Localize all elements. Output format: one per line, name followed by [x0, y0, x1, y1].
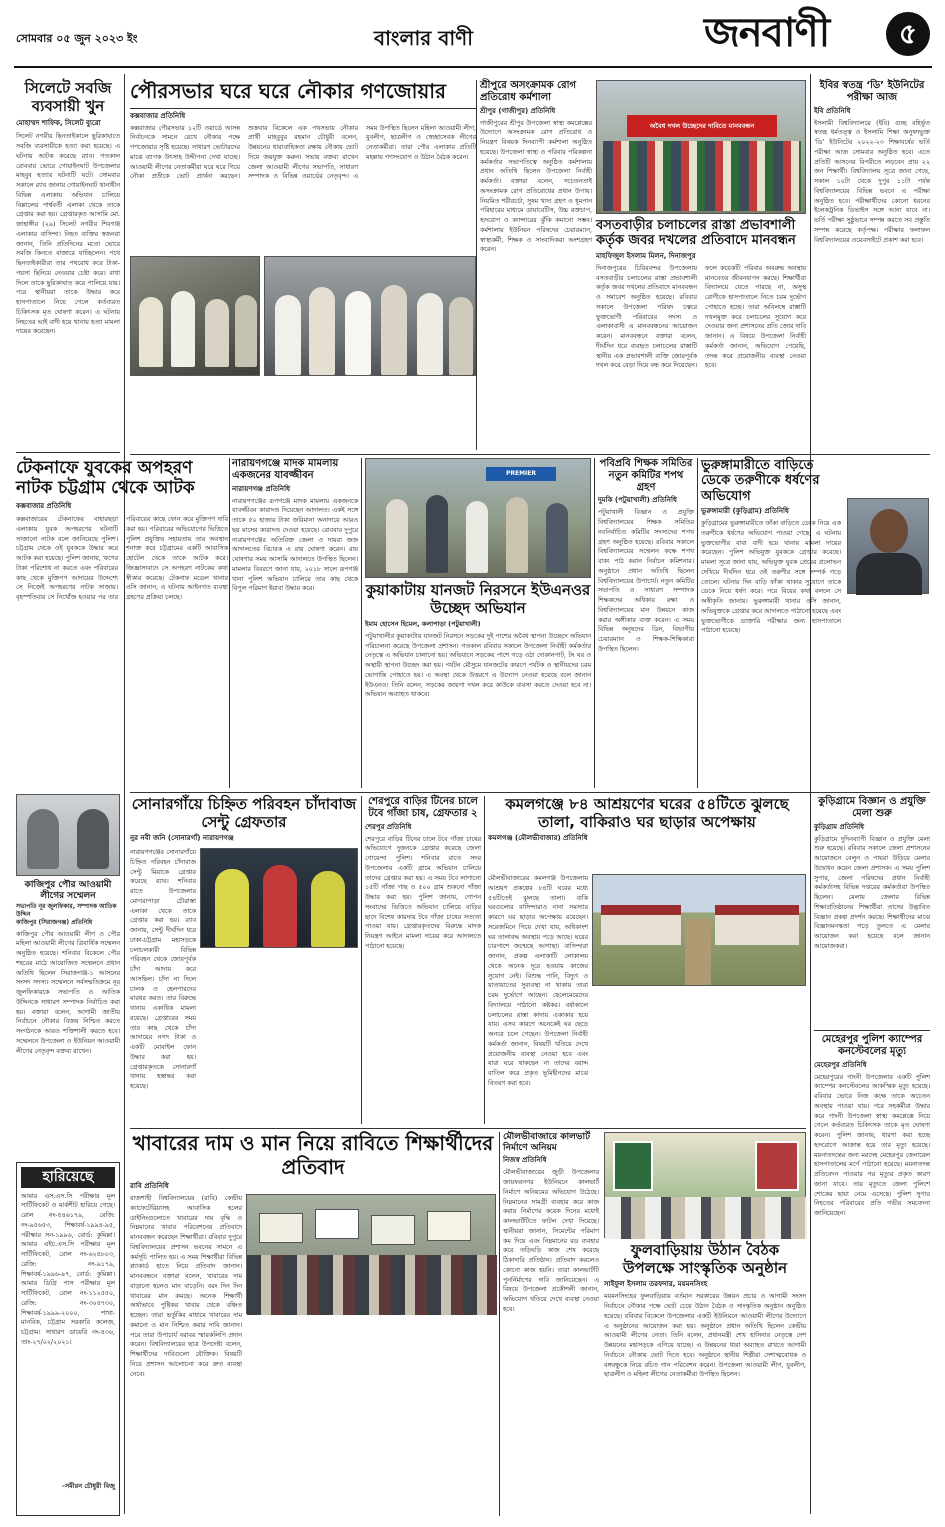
bus-sign-text: PREMIER	[505, 470, 537, 477]
byline: মাহফিজুল ইসলাম মিলন, দিনাজপুর	[596, 251, 696, 260]
shelter-houses-photo	[592, 874, 806, 986]
article-body: কুড়িগ্রামে দুদিনব্যাপী বিজ্ঞান ও প্রযুক্তি মেলা শুরু হয়েছে। রবিবার সকালে জেলা প্রশাসনের আয়োজনে বেলুন ও পায়রা উড়িয়ে মেলার উদ্বোধন করেন জেলা প্রশাসক। এ সময় পুলিশ সুপার, জেলা পরিষদের প্রধান নির্বাহী কর্মকর্তাসহ বিভিন্ন দপ্তরের কর্মকর্তারা উপস্থিত ছিলেন। মেলায় জেলার বিভিন্ন শিক্ষাপ্রতিষ্ঠানের শিক্ষার্থীরা তাদের উদ্ভাবিত বিজ্ঞান প্রকল্প প্রদর্শন করছে। শিক্ষার্থীদের মাঝে বিজ্ঞানমনস্কতা গড়ে তুলতে এ মেলার আয়োজন করা হয়েছে বলে জানান আয়োজকরা।	[814, 835, 930, 950]
lost-notice-title: হারিয়েছে	[21, 1167, 115, 1188]
eviction-photo	[365, 458, 591, 578]
lost-notice-body: আমার এস.এস.সি পরীক্ষার মূল সার্টিফিকেট ও মার্কশীট হারিয়ে গেছে। রোল নং-৫৪৬১৭৯, রেজি: নং-৯৫৬৫৩, শিক্ষাবর্ষ-১৯৯৪-৯৫, পরীক্ষার সন-১৯৯৬, বোর্ড: কুমিল্লা। আমার এইচ.এস.সি পরীক্ষার মূল সার্টিফিকেট, রোল নং-৬২৪৮০৩, রেজি: নং-৯১৭৯, শিক্ষাবর্ষ-১৯৯৬-৯৭, বোর্ড: কুমিল্লা। আমার ডিগ্রি পাস পরীক্ষার মূল সার্টিফিকেট, রোল নং-১১২৫৫০, রেজি: নং-৩০৫৭৩০, শিক্ষাবর্ষ-১৯৯৯-২০০০, শাখা-মানবিক, চট্টগ্রাম সরকারি কলেজ, চট্টগ্রাম। সাধারণ ডায়েরি নং-৪৩৬, তাং-২৭/০২/২০২১।	[21, 1192, 115, 1346]
headline: সিলেটে সবজি ব্যবসায়ী খুন	[24, 79, 112, 115]
accused-photo	[847, 498, 929, 594]
byline: মোহাম্মদ শাফিক, সিলেট ব্যুরো	[16, 119, 101, 128]
lost-notice-signature: -সমীরন চৌধুরী বিজু	[62, 1481, 115, 1490]
column-rule	[361, 458, 362, 788]
masthead-date: সোমবার ০৫ জুন ২০২৩ ইং	[16, 32, 138, 45]
article-body: ময়মনসিংহের ফুলবাড়িয়ায় বর্তমান সরকারের উন্নয়ন প্রচার ও আগামী সংসদ নির্বাচনে নৌকার পক্ষে ভোট চেয়ে উঠান বৈঠক ও সাংস্কৃতিক অনুষ্ঠান অনুষ্ঠিত হয়েছে। রবিবার বিকেলে উপজেলার একটি ইউনিয়নে আওয়ামী লীগের উদ্যোগে এ অনুষ্ঠানের আয়োজন করা হয়। অনুষ্ঠানে প্রধান অতিথি ছিলেন কেন্দ্রীয় আওয়ামী লীগের নেতা। তিনি বলেন, প্রধানমন্ত্রী শেখ হাসিনার নেতৃত্বে দেশ উন্নয়নের মহাসড়কে এগিয়ে যাচ্ছে। এ উন্নয়নের ধারা অব্যাহত রাখতে আগামী নির্বাচনে নৌকায় ভোট দিতে হবে। অনুষ্ঠানে স্থানীয় শিল্পীরা দেশাত্মবোধক ও বঙ্গবন্ধুকে নিয়ে রচিত গান পরিবেশন করেন। উপজেলা আওয়ামী লীগ, যুবলীগ, ছাত্রলীগ ও মহিলা লীগের নেতাকর্মীরা উপস্থিত ছিলেন।	[604, 1293, 806, 1379]
page-number-badge	[886, 12, 930, 56]
article-body: মৌলভীবাজারের কমলগঞ্জ উপজেলায় আশ্রয়ণ প্রকল্পের ৮৪টি ঘরের মধ্যে ৫৪টিতেই ঝুলছে তালা। বাকি ঘরগুলোর বাসিন্দারাও নানা সমস্যার কারণে ঘর ছাড়ার অপেক্ষায় রয়েছেন। সরেজমিনে গিয়ে দেখা যায়, অধিকাংশ ঘর তালাবদ্ধ অবস্থায় পড়ে আছে। ঘরের চারপাশে জন্মেছে আগাছা। বাসিন্দারা জানান, প্রকল্প এলাকাটি লোকালয় থেকে অনেক দূরে হওয়ায় কাজের সুযোগ নেই। বিশুদ্ধ পানি, বিদ্যুৎ ও যাতায়াতের সুব্যবস্থা না থাকায় তারা চরম দুর্ভোগে আছেন। ছেলেমেয়েদের বিদ্যালয়ে পাঠানো কষ্টকর। বর্ষাকালে চলাচলের রাস্তা কাদায় একাকার হয়ে যায়। এসব কারণে অনেকেই ঘর ছেড়ে অন্যত্র চলে গেছেন। উপজেলা নির্বাহী কর্মকর্তা জানান, বিষয়টি খতিয়ে দেখে প্রয়োজনীয় ব্যবস্থা নেওয়া হবে এবং যারা ঘরে থাকছেন না তাদের বরাদ্দ বাতিল করে প্রকৃত ভূমিহীনদের মাঝে বিতরণ করা হবে।	[488, 875, 588, 1087]
byline: নুর নবী জনি (সোনারগাঁ) নারায়ণগঞ্জ	[130, 834, 234, 843]
article-body: নারায়ণগঞ্জের রূপগঞ্জে মাদক মামলায় একজনকে যাবজ্জীবন কারাদণ্ড দিয়েছেন আদালত। একই সঙ্গে তাকে ৫০ হাজার টাকা জরিমানা অনাদায়ে আরও ছয় মাসের কারাদণ্ড দেওয়া হয়েছে। রোববার দুপুরে নারায়ণগঞ্জের অতিরিক্ত জেলা ও দায়রা জজ আদালতের বিচারক এ রায় ঘোষণা করেন। রায় ঘোষণার সময় আসামি আদালতে উপস্থিত ছিলেন। মামলার বিবরণে জানা যায়, ২০১৮ সালে রূপগঞ্জ থানা পুলিশ অভিযান চালিয়ে তার কাছ থেকে বিপুল পরিমাণ ইয়াবা উদ্ধার করে।	[232, 497, 358, 593]
article-iu	[814, 80, 930, 452]
column-rule	[499, 1132, 500, 1516]
byline: সভাপতি নূর জুলফিকার, সম্পাদক আতিক উদ্দিন	[16, 903, 117, 919]
section-rule	[16, 452, 120, 453]
article-body: কুড়িগ্রামের ভুরুঙ্গামারীতে ফাঁকা বাড়িতে ডেকে নিয়ে এক তরুণীকে ধর্ষণের অভিযোগ পাওয়া গেছে। এ ঘটনায় ভুক্তভোগীর বাবা বাদী হয়ে থানায় মামলা দায়ের করেছেন। পুলিশ অভিযুক্ত যুবককে গ্রেপ্তার করেছে। মামলা সূত্রে জানা যায়, অভিযুক্ত যুবক প্রেমের প্রলোভন দেখিয়ে দীর্ঘদিন ধরে ওই তরুণীর সঙ্গে সম্পর্ক গড়ে তোলে। ঘটনার দিন বাড়ি ফাঁকা থাকার সুযোগে তাকে ডেকে নিয়ে ধর্ষণ করে। পরে বিয়ের কথা বললে সে অস্বীকৃতি জানায়। ভুরুঙ্গামারী থানার ওসি জানান, অভিযুক্তকে গ্রেপ্তার করে আদালতে পাঠানো হয়েছে এবং ভুক্তভোগীকে ডাক্তারি পরীক্ষার জন্য হাসপাতালে পাঠানো হয়েছে।	[701, 520, 841, 635]
article-body: পটুয়াখালী বিজ্ঞান ও প্রযুক্তি বিশ্ববিদ্যালয়ের শিক্ষক সমিতির নবনির্বাচিত কমিটির সদস্যদের শপথ গ্রহণ অনুষ্ঠিত হয়েছে। রবিবার সকালে বিশ্ববিদ্যালয়ের সম্মেলন কক্ষে শপথ বাক্য পাঠ করান নির্বাচন কমিশনার। অনুষ্ঠানে প্রধান অতিথি ছিলেন বিশ্ববিদ্যালয়ের উপাচার্য। নতুন কমিটির সভাপতি ও সাধারণ সম্পাদক শিক্ষকদের অধিকার রক্ষা ও বিশ্ববিদ্যালয়ের মান উন্নয়নে কাজ করার অঙ্গীকার ব্যক্ত করেন। এ সময় বিভিন্ন অনুষদের ডিন, বিভাগীয় চেয়ারম্যান ও শিক্ষক-শিক্ষিকারা উপস্থিত ছিলেন।	[598, 509, 694, 653]
byline: ইমাম হোসেন হিমেল, কলাপাড়া (পটুয়াখালী)	[365, 620, 481, 629]
article-body: সিলেট নগরীর ছিনতাইকালে ছুরিকাঘাতে সবজি ব্যবসায়ীকে হত্যা করা হয়েছে। এ ঘটনায় আটক করেছে র‍্যাব। গতকাল রোববার ভোরে গোয়াইনঘাট উপজেলার মাহবুব হত্যার ঘটনাটি ঘটে। সোমবার সকালে র‍্যাব জানায় গোয়াইনঘাট থানাধীন বিভিন্ন এলাকায় অভিযান চালিয়ে বিল্লালের পার্শ্ববর্তী এলাকা থেকে তাকে গ্রেপ্তার করা হয়। গ্রেপ্তারকৃত আসামি মো. জাহাঙ্গীর (২৯) সিলেট নগরীর শিবগঞ্জ এলাকার বাসিন্দা। নিহত ব্যক্তির স্বজনরা জানান, তিনি প্রতিদিনের মতো ভোরে সবজি কিনতে বাজারে যাচ্ছিলেন। পথে ছিনতাইকারীরা তার পথরোধ করে টাকা-পয়সা ছিনিয়ে নেওয়ার চেষ্টা করে। বাধা দিলে তাকে ছুরিকাঘাত করে পালিয়ে যায়। পরে স্থানীয়রা তাকে উদ্ধার করে হাসপাতালে নিয়ে গেলে কর্তব্যরত চিকিৎসক মৃত ঘোষণা করেন। এ ঘটনায় নিহতের ভাই বাদী হয়ে থানায় হত্যা মামলা দায়ের করেছেন।	[16, 133, 120, 336]
byline: কুড়িগ্রাম প্রতিনিধি	[814, 822, 865, 831]
article-body: মৌলভীবাজারের জুড়ী উপজেলার জায়ফরনগর ইউনিয়নে কালভার্ট নির্মাণে অনিয়মের অভিযোগ উঠেছে। নিম্নমানের সামগ্রী ব্যবহার করে কাজ করায় নির্মাণের কয়েক দিনের মধ্যেই কালভার্টটিতে ফাটল দেখা দিয়েছে। স্থানীয়রা জানান, সিমেন্টের পরিমাণ কম দিয়ে এবং নিম্নমানের রড ব্যবহার করে তড়িঘড়ি কাজ শেষ করেছে ঠিকাদারি প্রতিষ্ঠান। প্রতিবাদ করলেও কোনো কাজ হয়নি। তারা কালভার্টটি পুনর্নির্মাণের দাবি জানিয়েছেন। এ বিষয়ে উপজেলা প্রকৌশলী জানান, অভিযোগ খতিয়ে দেখে ব্যবস্থা নেওয়া হবে।	[503, 1169, 599, 1313]
article-body-continued	[701, 598, 930, 784]
article-body: কাজিপুর পৌর আওয়ামী লীগ ও পৌর মহিলা আওয়ামী লীগের ত্রিবার্ষিক সম্মেলন অনুষ্ঠিত হয়েছে। শনিবার বিকেলে পৌর শহরের মাঠে আয়োজিত সম্মেলনে প্রধান অতিথি ছিলেন সিরাজগঞ্জ-১ আসনের সংসদ সদস্য। সম্মেলনে সর্বসম্মতিক্রমে নূর জুলফিকারকে সভাপতি ও আতিক উদ্দিনকে সাধারণ সম্পাদক নির্বাচিত করা হয়। বক্তারা বলেন, আগামী জাতীয় নির্বাচনে নৌকার বিজয় নিশ্চিত করতে সংগঠনকে আরও শক্তিশালী করতে হবে। সম্মেলনে উপজেলা ও ইউনিয়ন আওয়ামী লীগের নেতৃবৃন্দ বক্তব্য রাখেন।	[16, 930, 120, 1055]
byline: মেহেরপুর প্রতিনিধি	[814, 1060, 867, 1069]
article-kamalganj	[488, 796, 806, 1124]
arrest-photo	[200, 848, 358, 948]
column-rule	[697, 458, 698, 788]
article-meherpur	[814, 1034, 930, 1516]
article-moulvibazar	[503, 1132, 599, 1338]
headline: পৌরসভার ঘরে ঘরে নৌকার গণজোয়ার	[130, 80, 476, 109]
article-bhurungamari	[701, 458, 930, 788]
byline: দুমকি (পটুয়াখালী) প্রতিনিধি	[598, 496, 677, 505]
article-sonargaon	[130, 796, 358, 1124]
headline: বসতবাড়ীর চলাচলের রাস্তা প্রভাবশালী কর্তৃক জবর দখলের প্রতিবাদে মানবন্ধন	[596, 218, 796, 249]
masthead-logo	[704, 8, 874, 62]
masthead-section-name: বাংলার বাণী	[374, 26, 473, 50]
article-kurigram	[814, 796, 930, 1026]
article-pobipro	[598, 458, 694, 788]
column-rule	[594, 458, 595, 788]
headline: ইবির স্বতন্ত্র ‘ডি’ ইউনিটের পরীক্ষা আজ	[819, 80, 925, 103]
headline: টেকনাফে যুবকের অপহরণ নাটক চট্টগ্রাম থেকে আটক	[16, 458, 195, 499]
rally-banner	[627, 115, 777, 137]
headline: সোনারগাঁয়ে চিহ্নিত পরিবহন চাঁদাবাজ সেন্টু গ্রেফতার	[131, 795, 357, 831]
article-body: মেহেরপুরের গাংনী উপজেলার একটি পুলিশ ক্যাম্পের কনস্টেবলের আকস্মিক মৃত্যু হয়েছে। রবিবার ভোরে নিজ কক্ষে তাকে অচেতন অবস্থায় পাওয়া যায়। পরে সহকর্মীরা উদ্ধার করে গাংনী উপজেলা স্বাস্থ্য কমপ্লেক্সে নিয়ে গেলে কর্তব্যরত চিকিৎসক তাকে মৃত ঘোষণা করেন। পুলিশ জানায়, ধারণা করা হচ্ছে হৃদরোগে আক্রান্ত হয়ে তার মৃত্যু হয়েছে। ময়নাতদন্তের জন্য মরদেহ মেহেরপুর জেনারেল হাসপাতালের মর্গে পাঠানো হয়েছে। ময়নাতদন্ত প্রতিবেদন পাওয়ার পর মৃত্যুর প্রকৃত কারণ জানা যাবে। তার মৃত্যুতে জেলা পুলিশে শোকের ছায়া নেমে এসেছে। পুলিশ সুপার নিহতের পরিবারের প্রতি গভীর সমবেদনা জানিয়েছেন।	[814, 1073, 930, 1218]
headline: কাজিপুর পৌর আওয়ামী লীগের সম্মেলন	[24, 880, 112, 901]
article-body: রাজশাহী বিশ্ববিদ্যালয়ের (রাবি) কেন্দ্রীয় ক্যাফেটেরিয়াসহ আবাসিক হলের ডাইনিংগুলোতে খাবারের দাম বৃদ্ধি ও নিম্নমানের খাবার পরিবেশনের প্রতিবাদে মানববন্ধন করেছেন শিক্ষার্থীরা। রবিবার দুপুরে বিশ্ববিদ্যালয়ের প্রশাসন ভবনের সামনে এ কর্মসূচি পালিত হয়। এ সময় শিক্ষার্থীরা বিভিন্ন প্ল্যাকার্ড হাতে নিয়ে প্রতিবাদ জানান। মানববন্ধনে বক্তারা বলেন, খাবারের দাম বাড়ানো হলেও মান বাড়েনি। বরং দিন দিন খাবারের মান কমছে। অনেক শিক্ষার্থী অর্থাভাবে পুষ্টিকর খাবার থেকে বঞ্চিত হচ্ছেন। তারা ভর্তুকির মাধ্যমে খাবারের দাম কমানো ও মান নিশ্চিত করার দাবি জানান। পরে তারা উপাচার্য বরাবর স্মারকলিপি প্রদান করেন। বিশ্ববিদ্যালয়ের ছাত্র উপদেষ্টা বলেন, শিক্ষার্থীদের দাবিগুলো যৌক্তিক। বিষয়টি নিয়ে প্রশাসন আলোচনা করে দ্রুত ব্যবস্থা নেবে।	[130, 1195, 242, 1378]
rally-photo	[596, 80, 806, 214]
headline: কুয়াকাটায় যানজট নিরসনে ইউএনওর উচ্ছেদ অভিযান	[365, 581, 591, 617]
section-rule	[130, 454, 930, 455]
page-number: ৫	[898, 17, 918, 50]
headline: নারায়ণগঞ্জে মাদক মামলায় একজনের যাবজ্জীবন	[232, 458, 339, 481]
headline: মেহেরপুর পুলিশ ক্যাম্পের কনস্টেবলের মৃত্যু	[821, 1034, 923, 1057]
bus-sign	[486, 467, 556, 481]
byline: রাবি প্রতিনিধি	[130, 1182, 169, 1191]
rally-banner-text: অবৈধ দখল উচ্ছেদের দাবিতে মানববন্ধন	[649, 122, 755, 130]
byline: নিজস্ব প্রতিনিধি	[503, 1156, 547, 1165]
column-rule	[361, 796, 362, 1124]
article-body: নারায়ণগঞ্জের সোনারগাঁয়ে চিহ্নিত পরিবহন চাঁদাবাজ সেন্টু মিয়াকে গ্রেপ্তার করেছে র‍্যাব। শনিবার রাতে উপজেলার মোগরাপাড়া চৌরাস্তা এলাকা থেকে তাকে গ্রেপ্তার করা হয়। র‍্যাব জানায়, সেন্টু দীর্ঘদিন ধরে ঢাকা-চট্টগ্রাম মহাসড়কে চলাচলকারী বিভিন্ন পরিবহন থেকে জোরপূর্বক চাঁদা আদায় করে আসছিল। চাঁদা না দিলে চালক ও হেলপারদের মারধর করত। তার বিরুদ্ধে থানায় একাধিক মামলা রয়েছে। গ্রেপ্তারের সময় তার কাছ থেকে চাঁদা আদায়ের নগদ টাকা ও একটি মোবাইল ফোন উদ্ধার করা হয়। গ্রেপ্তারকৃতকে সোনারগাঁ থানায় হস্তান্তর করা হয়েছে।	[130, 849, 196, 1090]
byline: শ্রীপুর (গাজীপুর) প্রতিনিধি	[480, 106, 556, 115]
article-sreepur	[480, 80, 592, 450]
article-body: কক্সবাজারের টেকনাফের বাহারছড়া এলাকায় যুবক অপহরণের ঘটনাটি সাজানো নাটক বলে জানিয়েছে পুলিশ। চট্টগ্রাম থেকে ওই যুবককে উদ্ধার করে আটক করা হয়েছে। পুলিশ জানায়, ঋণের টাকা পরিশোধ না করতে এবং পরিবারের কাছ থেকে মুক্তিপণ আদায়ের উদ্দেশ্যে সে নিজেই অপহরণের নাটক সাজায়। বৃহস্পতিবার সে নিখোঁজ হওয়ার পর তার পরিবারের কাছে ফোন করে মুক্তিপণ দাবি করা হয়। পরিবারের অভিযোগের ভিত্তিতে পুলিশ প্রযুক্তির সহায়তায় তার অবস্থান শনাক্ত করে চট্টগ্রামের একটি আবাসিক হোটেল থেকে তাকে আটক করে। জিজ্ঞাসাবাদে সে অপহরণ নাটকের কথা স্বীকার করেছে। টেকনাফ মডেল থানার ওসি জানান, এ ঘটনায় আইনগত ব্যবস্থা গ্রহণের প্রক্রিয়া চলছে।	[16, 516, 228, 602]
article-body: পটুয়াখালীর কুয়াকাটায় যানজট নিরসনে সড়কের দুই পাশের অবৈধ স্থাপনা উচ্ছেদে অভিযান পরিচালনা করেছে উপজেলা প্রশাসন। গতকাল রবিবার সকালে উপজেলা নির্বাহী কর্মকর্তার নেতৃত্বে এ অভিযান চালানো হয়। অভিযানে সড়কের পাশে গড়ে ওঠা দোকানপাট, টং ঘর ও অস্থায়ী স্থাপনা উচ্ছেদ করা হয়। পর্যটন মৌসুমে যানজটের কারণে পর্যটক ও স্থানীয়দের চরম ভোগান্তি পোহাতে হয়। এ অবস্থা থেকে উত্তরণে এ উদ্যোগ নেওয়া হয়েছে বলে জানান ইউএনও। তিনি বলেন, সড়কের জায়গা দখল করে কাউকে ব্যবসা করতে দেওয়া হবে না। অভিযান অব্যাহত থাকবে।	[365, 632, 591, 699]
article-kazipur	[16, 880, 120, 1158]
byline: নারায়ণগঞ্জ প্রতিনিধি	[232, 484, 291, 493]
headline: খাবারের দাম ও মান নিয়ে রাবিতে শিক্ষার্থীদের প্রতিবাদ	[132, 1131, 494, 1179]
byline-location: কাজিপুর (সিরাজগঞ্জ) প্রতিনিধি	[16, 918, 93, 926]
byline: সাইফুল ইসলাম তরফদার, ময়মনসিংহ	[604, 1280, 708, 1289]
masthead-rule	[14, 66, 932, 68]
article-sherpur	[365, 796, 481, 1124]
cultural-event-photo	[604, 1132, 806, 1238]
column-rule	[229, 458, 230, 788]
article-kuakata	[365, 582, 591, 788]
column-rule	[124, 74, 125, 1514]
headline: মৌলভীবাজারে কালভার্ট নির্মাণে অনিয়ম	[503, 1132, 591, 1153]
article-narayanganj	[232, 458, 358, 788]
section-rule	[130, 1128, 806, 1129]
article-body: ইসলামী বিশ্ববিদ্যালয়ে (ইবি) গুচ্ছ বহির্ভূত স্বতন্ত্র ধর্মতত্ত্ব ও ইসলামি শিক্ষা অনুষদভুক্ত ‘ডি’ ইউনিটের ২০২২-২৩ শিক্ষাবর্ষের ভর্তি পরীক্ষা আজ সোমবার অনুষ্ঠিত হবে। এতে প্রতিটি আসনের বিপরীতে লড়বেন প্রায় ২২ জন শিক্ষার্থী। বিশ্ববিদ্যালয় সূত্রে জানা গেছে, সকাল ১০টা থেকে দুপুর ১১টা পর্যন্ত বিশ্ববিদ্যালয়ের বিভিন্ন ভবনে এ পরীক্ষা অনুষ্ঠিত হবে। পরীক্ষার্থীদের কোনো ধরনের ইলেকট্রনিক ডিভাইস সঙ্গে আনা যাবে না। ভর্তি পরীক্ষা সুষ্ঠুভাবে সম্পন্ন করতে সব প্রস্তুতি সম্পন্ন করেছে কর্তৃপক্ষ। পরীক্ষার ফলাফল বিশ্ববিদ্যালয়ের ওয়েবসাইটে প্রকাশ করা হবে।	[814, 119, 930, 244]
column-rule	[476, 80, 477, 450]
headline: শ্রীপুরে অসংক্রামক রোগ প্রতিরোধ কর্মশালা	[480, 80, 577, 103]
headline: শেরপুরে বাড়ির টিনের চালে টবে গাঁজা চাষ, গ্রেফতার ২	[368, 796, 478, 819]
byline: ইবি প্রতিনিধি	[814, 106, 851, 115]
article-body-continued	[246, 1320, 496, 1512]
headline: কমলগঞ্জে ৮৪ আশ্রয়ণের ঘরের ৫৪টিতে ঝুলছে তালা, বাকিরাও ঘর ছাড়ার অপেক্ষায়	[505, 795, 789, 831]
lost-notice	[16, 1162, 120, 1516]
newspaper-logo: জনবাণী	[704, 10, 830, 56]
byline: কমলগঞ্জ (মৌলভীবাজার) প্রতিনিধি	[488, 834, 588, 843]
article-body: দিনাজপুরের চিরিরবন্দর উপজেলায় বসতবাড়ীর চলাচলের রাস্তা প্রভাবশালী কর্তৃক জবর দখলের প্রতিবাদে মানববন্ধন ও সমাবেশ অনুষ্ঠিত হয়েছে। রবিবার সকালে উপজেলা পরিষদ চত্বরে ভুক্তভোগী পরিবারের সদস্য ও এলাকাবাসী এ মানববন্ধনের আয়োজন করেন। মানববন্ধনে বক্তারা বলেন, দীর্ঘদিন ধরে ব্যবহৃত চলাচলের রাস্তাটি স্থানীয় এক প্রভাবশালী ব্যক্তি জোরপূর্বক দখল করে বেড়া দিয়ে বন্ধ করে দিয়েছেন। ফলে কয়েকটি পরিবার অবরুদ্ধ অবস্থায় মানবেতর জীবনযাপন করছে। শিক্ষার্থীরা বিদ্যালয়ে যেতে পারছে না, অসুস্থ রোগীকে হাসপাতালে নিতে চরম দুর্ভোগ পোহাতে হচ্ছে। তারা অবিলম্বে রাস্তাটি দখলমুক্ত করে চলাচলের সুযোগ করে দেওয়ার জন্য প্রশাসনের প্রতি জোর দাবি জানান। এ বিষয়ে উপজেলা নির্বাহী কর্মকর্তা জানান, অভিযোগ পেয়েছি, তদন্ত করে প্রয়োজনীয় ব্যবস্থা নেওয়া হবে।	[596, 264, 806, 370]
section-rule	[130, 792, 930, 793]
campaign-photo	[130, 256, 260, 376]
article-bosotbari	[596, 218, 806, 452]
article-body: কক্সবাজার পৌরসভার ১২টি ওয়ার্ডে আসন্ন নির্বাচনকে সামনে রেখে নৌকার পক্ষে গণজোয়ার সৃষ্টি হয়েছে। সাধারণ ভোটারদের মাঝে ব্যাপক উৎসাহ উদ্দীপনা দেখা যাচ্ছে। আওয়ামী লীগের নেতাকর্মীরা ঘরে ঘরে গিয়ে নৌকা প্রতীকে ভোট প্রার্থনা করছেন। শুক্রবার বিকেলে এক পথসভায় নৌকার প্রার্থী মাহবুবুর রহমান চৌধুরী বলেন, উন্নয়নের ধারাবাহিকতা রক্ষায় নৌকায় ভোট দিয়ে জয়যুক্ত করুন। সভায় বক্তব্য রাখেন জেলা আওয়ামী লীগের সভাপতি, সাধারণ সম্পাদক ও বিভিন্ন ওয়ার্ডের নেতৃবৃন্দ। এ সময় উপস্থিত ছিলেন মহিলা আওয়ামী লীগ, যুবলীগ, ছাত্রলীগ ও স্বেচ্ছাসেবক লীগের নেতাকর্মীরা। তারা পৌর এলাকার প্রতিটি মহল্লায় গণসংযোগ ও উঠান বৈঠক করেন।	[130, 124, 476, 181]
protest-photo	[246, 1194, 496, 1314]
article-body: শেরপুরে বাড়ির টিনের চালে টবে গাঁজা চাষের অভিযোগে দুজনকে গ্রেপ্তার করেছে জেলা গোয়েন্দা পুলিশ। শনিবার রাতে সদর উপজেলার একটি গ্রামে অভিযান চালিয়ে তাদের গ্রেপ্তার করা হয়। এ সময় টবে লাগানো ১৫টি গাঁজা গাছ ও ৫০০ গ্রাম শুকনো গাঁজা উদ্ধার করা হয়। পুলিশ জানায়, গোপন সংবাদের ভিত্তিতে অভিযান চালিয়ে বাড়ির ছাদে বিশেষ কায়দায় টবে গাঁজা চাষের সত্যতা পাওয়া যায়। গ্রেপ্তারকৃতদের বিরুদ্ধে মাদক নিয়ন্ত্রণ আইনে মামলা দায়ের করে আদালতে পাঠানো হয়েছে।	[365, 835, 481, 950]
campaign-photo	[264, 256, 476, 376]
article-rabi	[130, 1132, 496, 1516]
column-rule	[484, 796, 485, 1124]
article-teknaf	[16, 458, 228, 788]
headline: পবিপ্রবি শিক্ষক সমিতির নতুন কমিটির শপথ গ্রহণ	[599, 458, 693, 493]
headline: ভুরুঙ্গামারীতে বাড়িতে ডেকে তরুণীকে ধর্ষণের অভিযোগ	[701, 458, 820, 504]
byline: কক্সবাজার প্রতিনিধি	[130, 111, 186, 120]
article-sylhet	[16, 80, 120, 448]
kazipur-leaders-photo	[16, 794, 120, 876]
article-fulbaria	[604, 1242, 806, 1516]
column-rule	[810, 796, 811, 1124]
section-rule	[814, 1030, 930, 1031]
headline: কুড়িগ্রামে বিজ্ঞান ও প্রযুক্তি মেলা শুরু	[818, 796, 926, 819]
headline: ফুলবাড়িয়ায় উঠান বৈঠক উপলক্ষে সাংস্কৃতিক অনুষ্ঠান	[622, 1241, 788, 1277]
column-rule	[810, 74, 811, 1514]
byline: ভুরুঙ্গামারী (কুড়িগ্রাম) প্রতিনিধি	[701, 506, 789, 515]
byline: কক্সবাজার প্রতিনিধি	[16, 502, 72, 511]
article-pourashava	[130, 80, 476, 450]
byline: শেরপুর প্রতিনিধি	[365, 822, 412, 831]
masthead	[14, 8, 932, 64]
article-body: গাজীপুরের শ্রীপুর উপজেলা স্বাস্থ্য কমপ্লেক্সের উদ্যোগে অসংক্রামক রোগ প্রতিরোধ ও নিয়ন্ত্রণ বিষয়ক দিনব্যাপী কর্মশালা অনুষ্ঠিত হয়েছে। উপজেলা স্বাস্থ্য ও পরিবার পরিকল্পনা কর্মকর্তার সভাপতিত্বে অনুষ্ঠিত কর্মশালায় প্রধান অতিথি ছিলেন উপজেলা নির্বাহী কর্মকর্তা। বক্তারা বলেন, সচেতনতাই অসংক্রামক রোগ প্রতিরোধের প্রধান উপায়। নিয়মিত শরীরচর্চা, সুষম খাদ্য গ্রহণ ও ধূমপান পরিহারের মাধ্যমে ডায়াবেটিস, উচ্চ রক্তচাপ, হৃদরোগ ও ক্যান্সারের ঝুঁকি কমানো সম্ভব। কর্মশালায় ইউনিয়ন পরিষদের চেয়ারম্যান, স্বাস্থ্যকর্মী, শিক্ষক ও সাংবাদিকরা অংশগ্রহণ করেন।	[480, 119, 592, 254]
